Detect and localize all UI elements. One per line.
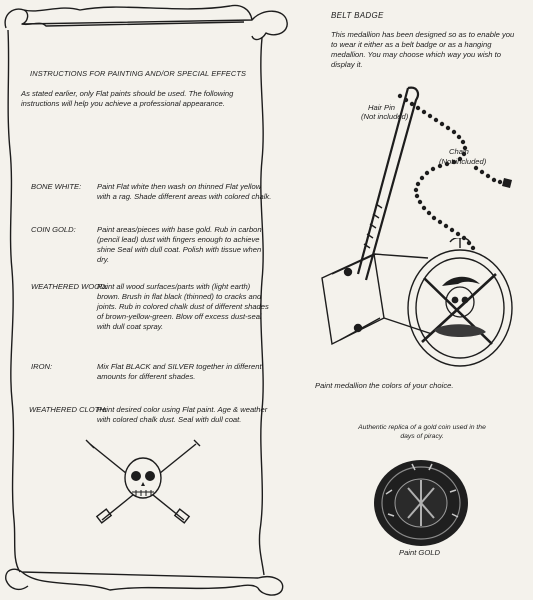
belt-badge-title: BELT BADGE bbox=[331, 11, 384, 20]
skull-crossbones-icon bbox=[84, 436, 202, 524]
medallion-icon bbox=[318, 238, 518, 378]
coin-paint-label: Paint GOLD bbox=[399, 548, 440, 557]
finish-description: Paint Flat white then wash on thinned Flat yellow with a rag. Shade different areas with colored chalk. bbox=[97, 182, 272, 201]
chain-label: Chain bbox=[449, 147, 469, 156]
instructions-heading: INSTRUCTIONS FOR PAINTING AND/OR SPECIAL EFFECTS bbox=[30, 69, 247, 78]
finish-description: Paint areas/pieces with base gold. Rub in carbon (pencil lead) dust with fingers enough to achieve shine Seal with dull coat. Polish with tissue when dry. bbox=[97, 225, 262, 264]
belt-badge-intro: This medallion has been designed so as to enable you to wear it either as a belt badge or as a hanging medallion. You may choose which way you wish to display it. bbox=[331, 30, 515, 69]
finish-description: Mix Flat BLACK and SILVER together in different amounts for different shades. bbox=[97, 362, 262, 381]
hair-pin-note: (Not included) bbox=[361, 112, 409, 121]
coin-caption: Authentic replica of a gold coin used in the days of piracy. bbox=[358, 424, 486, 440]
finish-label: WEATHERED CLOTH: bbox=[29, 405, 107, 414]
coin-icon bbox=[372, 458, 470, 548]
finish-description: Paint desired color using Flat paint. Age & weather with colored chalk dust. Seal with dull coat. bbox=[97, 405, 268, 424]
finish-label: WEATHERED WOOD: bbox=[31, 282, 108, 291]
finish-label: IRON: bbox=[31, 362, 53, 371]
finish-label: BONE WHITE: bbox=[31, 182, 82, 191]
finish-description: Paint all wood surfaces/parts with (light earth) brown. Brush in flat black (thinned) to cracks and joints. Rub in colored chalk dust of different shades of brown-yellow-green. Blow off excess dust-seal with dull coat spray. bbox=[97, 282, 269, 331]
medallion-caption: Paint medallion the colors of your choice. bbox=[315, 381, 454, 390]
finish-label: COIN GOLD: bbox=[31, 225, 76, 234]
hair-pin-label: Hair Pin bbox=[368, 103, 396, 112]
instructions-intro: As stated earlier, only Flat paints should be used. The following instructions will help you achieve a professional appearance. bbox=[21, 89, 234, 108]
chain-note: (Not included) bbox=[439, 157, 487, 166]
